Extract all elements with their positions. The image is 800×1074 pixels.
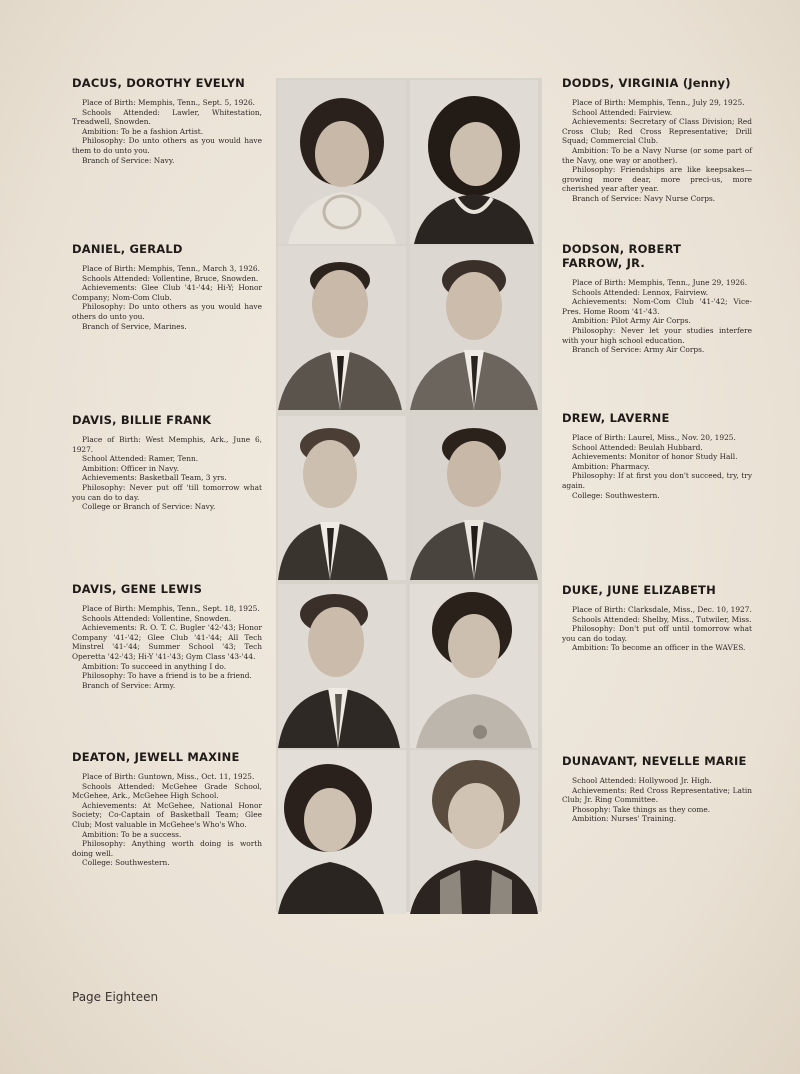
student-name: DACUS, DOROTHY EVELYN: [72, 76, 245, 90]
entry-deaton: [72, 750, 262, 868]
bio-line: Philosophy: Friendships are like keepsakes—growing more dear, more preci-us, more cherished year after year.: [562, 165, 752, 194]
bio-line: Achievements: Red Cross Representative; Latin Club; Jr. Ring Committee.: [562, 785, 752, 805]
bio-line: School Attended: Ramer, Tenn.: [82, 454, 199, 464]
entry-daniel: [72, 242, 262, 331]
bio-line: Achievements: At McGehee, National Honor Society; Co-Captain of Basketball Team; Glee Club; Most valuable in McGehee's Who's Who.: [72, 800, 262, 829]
bio-line: Branch of Service, Marines.: [82, 321, 187, 331]
bio-line: Schools Attended: Lennox, Fairview.: [572, 287, 709, 297]
bio-line: Achievements: Monitor of honor Study Hall.: [572, 452, 738, 462]
student-bio: [562, 776, 752, 824]
student-bio: [562, 98, 752, 204]
portrait-grid: [276, 78, 542, 912]
entry-davis-gene: [72, 582, 262, 690]
bio-line: Branch of Service: Navy Nurse Corps.: [572, 193, 716, 203]
bio-line: College: Southwestern.: [572, 490, 660, 500]
bio-line: Ambition: To succeed in anything I do.: [82, 661, 227, 671]
portrait-photo-duke: [410, 584, 538, 748]
portrait-photo-dodson: [410, 246, 538, 410]
student-name: DUNAVANT, NEVELLE MARIE: [562, 754, 747, 768]
entry-dacus: [72, 76, 262, 165]
bio-line: Ambition: To become an officer in the WAVES.: [572, 643, 746, 653]
entry-dodds: [562, 76, 752, 204]
bio-line: Branch of Service: Army Air Corps.: [572, 345, 705, 355]
entry-davis-billie: [72, 413, 262, 512]
bio-line: Philosophy: To have a friend is to be a friend.: [82, 671, 252, 681]
bio-line: Branch of Service: Army.: [82, 680, 176, 690]
bio-line: Ambition: To be a fashion Artist.: [82, 126, 204, 136]
entry-dodson: [562, 242, 752, 355]
entry-duke: [562, 583, 752, 653]
bio-line: Schools Attended: Lawler, Whitestation, Treadwell, Snowden.: [72, 107, 262, 127]
bio-line: Phosophy: Take things as they come.: [572, 804, 711, 814]
bio-line: Ambition: Pharmacy.: [572, 461, 650, 471]
entry-drew: [562, 411, 752, 500]
bio-line: Place of Birth: Memphis, Tenn., Sept. 5, 1926.: [82, 98, 256, 107]
bio-line: Philosophy: Don't put off until tomorrow what you can do today.: [562, 624, 752, 643]
page-number: Page Eighteen: [72, 990, 159, 1004]
bio-line: Place of Birth: Clarksdale, Miss., Dec. 10, 1927.: [572, 605, 752, 614]
student-bio: [562, 433, 752, 500]
portrait-photo-davis-gene: [278, 584, 406, 748]
student-name: DAVIS, BILLIE FRANK: [72, 413, 212, 427]
student-bio: [72, 604, 262, 690]
portrait-photo-deaton: [278, 750, 406, 914]
portrait-photo-dunavant: [410, 750, 538, 914]
student-name: DEATON, JEWELL MAXINE: [72, 750, 240, 764]
bio-line: Philosophy: Never put off 'till tomorrow what you can do to day.: [72, 482, 262, 502]
bio-line: Schools Attended: Vollentine, Bruce, Snowden.: [82, 273, 259, 283]
bio-line: Achievements: Glee Club '41-'44; Hi-Y; Honor Company; Nom-Com Club.: [72, 283, 262, 302]
student-name: DREW, LAVERNE: [562, 411, 670, 425]
bio-line: School Attended: Fairview.: [572, 107, 673, 117]
bio-line: Place of Birth: West Memphis, Ark., June 6, 1927.: [72, 435, 262, 454]
bio-line: Achievements: Basketball Team, 3 yrs.: [82, 473, 227, 483]
bio-line: Place of Birth: Memphis, Tenn., July 29, 1925.: [572, 98, 745, 107]
portrait-photo-drew: [410, 416, 538, 580]
bio-line: Schools Attended: Vollentine, Snowden.: [82, 613, 232, 623]
bio-line: Ambition: Nurses' Training.: [572, 814, 677, 824]
student-name: DAVIS, GENE LEWIS: [72, 582, 203, 596]
bio-line: School Attended: Hollywood Jr. High.: [572, 776, 712, 785]
bio-line: Achievements: Nom-Com Club '41-'42; Vice-Pres. Home Room '41-'43.: [562, 297, 752, 316]
bio-line: Philosophy: Do unto others as you would have them to do unto you.: [72, 136, 262, 155]
bio-line: College or Branch of Service: Navy.: [82, 502, 216, 512]
bio-line: Ambition: To be a success.: [82, 829, 182, 839]
portrait-photo-dacus: [278, 80, 406, 244]
student-bio: [562, 278, 752, 355]
bio-line: Philosophy: Never let your studies interfere with your high school education.: [562, 325, 752, 345]
student-name: DODDS, VIRGINIA (Jenny): [562, 76, 731, 90]
portrait-photo-davis-billie: [278, 416, 406, 580]
bio-line: Schools Attended: McGehee Grade School, McGehee, Ark., McGehee High School.: [72, 781, 262, 801]
bio-line: Place of Birth: Memphis, Tenn., March 3, 1926.: [82, 264, 260, 273]
bio-line: College: Southwestern.: [82, 858, 170, 868]
student-name: DODSON, ROBERT FARROW, JR.: [562, 242, 682, 270]
entry-dunavant: [562, 754, 752, 824]
bio-line: Ambition: To be a Navy Nurse (or some part of the Navy, one way or another).: [562, 145, 752, 165]
bio-line: Branch of Service: Navy.: [82, 155, 175, 165]
bio-line: Achievements: R. O. T. C. Bugler '42-'43; Honor Company '41-'42; Glee Club '41-'44; All Tech Minstrel '41-'44; Summer School '43; Tech Operetta '42-'43; Hi-Y '41-'43; Gym Class '43-'44.: [72, 623, 262, 661]
bio-line: Place of Birth: Memphis, Tenn., Sept. 18, 1925.: [82, 604, 260, 613]
bio-line: Place of Birth: Laurel, Miss., Nov. 20, 1925.: [572, 433, 736, 442]
student-bio: [72, 772, 262, 868]
student-bio: [562, 605, 752, 653]
bio-line: Ambition: Pilot Army Air Corps.: [572, 316, 691, 326]
student-name: DUKE, JUNE ELIZABETH: [562, 583, 716, 597]
bio-line: Philosophy: Do unto others as you would have others do unto you.: [72, 302, 262, 321]
portrait-photo-dodds: [410, 80, 538, 244]
bio-line: Philosophy: If at first you don't succeed, try, try again.: [562, 471, 752, 490]
portrait-photo-daniel: [278, 246, 406, 410]
bio-line: Place of Birth: Guntown, Miss., Oct. 11, 1925.: [82, 772, 255, 781]
bio-line: School Attended: Beulah Hubbard.: [572, 442, 703, 452]
student-bio: [72, 98, 262, 165]
bio-line: Schools Attended: Shelby, Miss., Tutwiler, Miss.: [572, 614, 752, 624]
student-name: DANIEL, GERALD: [72, 242, 183, 256]
bio-line: Achievements: Secretary of Class Division; Red Cross Club; Red Cross Representative; Drill Squad; Commercial Club.: [562, 117, 752, 146]
student-bio: [72, 264, 262, 331]
bio-line: Place of Birth: Memphis, Tenn., June 29, 1926.: [572, 278, 748, 287]
student-bio: [72, 435, 262, 512]
bio-line: Ambition: Officer in Navy.: [82, 463, 179, 473]
bio-line: Philosophy: Anything worth doing is worth doing well.: [72, 839, 262, 858]
